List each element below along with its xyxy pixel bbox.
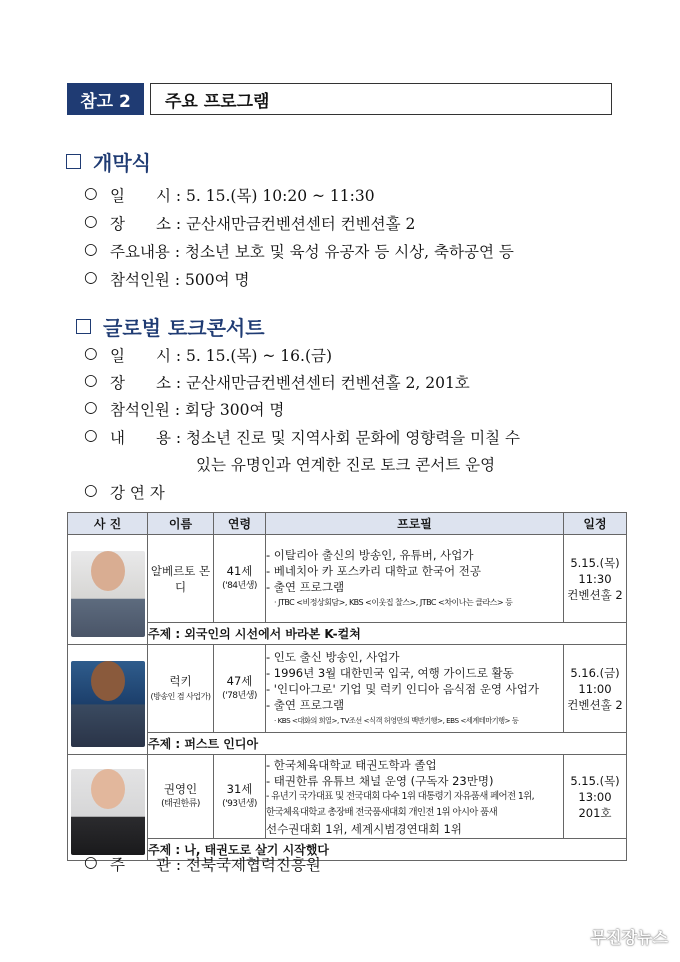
info-row: ○ 장 소 : 군산새만금컨벤션센터 컨벤션홀 2, 201호 — [84, 371, 470, 392]
section-title: 글로벌 토크콘서트 — [103, 316, 265, 340]
row-label: 주요내용 — [110, 243, 170, 261]
row-value: 전북국제협력진흥원 — [186, 856, 321, 874]
circle-bullet-icon: ○ — [84, 212, 98, 230]
row-label: 참석인원 — [110, 401, 170, 419]
table-header: 일정 — [564, 513, 627, 535]
row-value: 군산새만금컨벤션센터 컨벤션홀 2 — [186, 215, 416, 233]
speaker-theme: 주제 : 퍼스트 인디아 — [148, 733, 627, 755]
info-row: ○ 일 시 : 5. 15.(목) ~ 16.(금) — [84, 344, 333, 365]
speakers-table — [67, 512, 627, 861]
speaker-photo-cell — [68, 535, 148, 645]
row-label: 내 용 — [110, 429, 171, 447]
info-row-continued — [196, 453, 495, 475]
speaker-schedule: 5.16.(금) 11:00 컨벤션홀 2 — [564, 645, 627, 733]
table-row — [68, 755, 627, 839]
speaker-profile: - 인도 출신 방송인, 사업가 - 1996년 3월 대한민국 입국, 여행 가이드로 활동 - '인디아그로' 기업 및 럭키 인디아 음식점 운영 사업가 - 출연 프로그램 · KBS <대화의 희열>, TV조선 <식객 허영만의 백반기행>, EBS <세계테마기행> 등 — [266, 645, 564, 733]
row-label: 강 연 자 — [110, 484, 165, 502]
section-title: 개막식 — [93, 151, 151, 175]
speaker-name: 럭키 (방송인 겸 사업가) — [148, 645, 214, 733]
row-value: 500여 명 — [184, 271, 250, 289]
row-label: 장 소 — [110, 215, 171, 233]
table-row — [68, 645, 627, 733]
section-badge: 참고 2 — [67, 83, 144, 115]
circle-bullet-icon: ○ — [84, 240, 98, 258]
circle-bullet-icon: ○ — [84, 184, 98, 202]
info-row: ○ 주요내용 : 청소년 보호 및 육성 유공자 등 시상, 축하공연 등 — [84, 240, 514, 261]
circle-bullet-icon: ○ — [84, 344, 98, 362]
row-value: 군산새만금컨벤션센터 컨벤션홀 2, 201호 — [186, 374, 470, 392]
section-heading-talk-concert — [76, 312, 265, 341]
speaker-theme: 주제 : 외국인의 시선에서 바라본 K-컬쳐 — [148, 623, 627, 645]
table-header: 이름 — [148, 513, 214, 535]
speaker-age: 31세 ('93년생) — [214, 755, 266, 839]
row-label: 참석인원 — [110, 271, 170, 289]
speaker-photo — [71, 769, 145, 855]
speaker-photo-cell — [68, 645, 148, 755]
speaker-name: 권영인 (태권한류) — [148, 755, 214, 839]
table-row — [68, 535, 627, 623]
info-row: ○ 일 시 : 5. 15.(목) 10:20 ~ 11:30 — [84, 184, 375, 205]
info-row: ○ 장 소 : 군산새만금컨벤션센터 컨벤션홀 2 — [84, 212, 416, 233]
info-row — [84, 481, 165, 503]
row-value: 5. 15.(목) ~ 16.(금) — [186, 347, 333, 365]
row-value: 있는 유명인과 연계한 진로 토크 콘서트 운영 — [196, 456, 496, 474]
row-label: 일 시 — [110, 187, 171, 205]
row-label: 주 관 — [110, 856, 171, 874]
table-header: 프로필 — [266, 513, 564, 535]
section-heading-opening — [66, 147, 151, 176]
table-header: 연령 — [214, 513, 266, 535]
row-label: 일 시 — [110, 347, 171, 365]
speaker-profile: - 한국체육대학교 태권도학과 졸업 - 태권한류 유튜브 채널 운영 (구독자 23만명) - 유년기 국가대표 및 전국대회 다수 1위 대통령기 자유품새 페어전 1위, 한국체육대학교 총장배 전국품새대회 개인전 1위 아시아 품새 선수권대회 1위, 세계시범경연대회 1위 — [266, 755, 564, 839]
row-value: 5. 15.(목) 10:20 ~ 11:30 — [186, 187, 375, 205]
circle-bullet-icon: ○ — [84, 853, 98, 871]
circle-bullet-icon: ○ — [84, 481, 98, 499]
speaker-photo — [71, 551, 145, 637]
row-value: 회당 300여 명 — [184, 401, 285, 419]
table-header: 사 진 — [68, 513, 148, 535]
speaker-schedule: 5.15.(목) 13:00 201호 — [564, 755, 627, 839]
speaker-age: 41세 ('84년생) — [214, 535, 266, 623]
circle-bullet-icon: ○ — [84, 426, 98, 444]
square-bullet-icon — [76, 319, 91, 334]
info-row-host: ○ 주 관 : 전북국제협력진흥원 — [84, 853, 321, 874]
speaker-name: 알베르토 몬디 — [148, 535, 214, 623]
info-row: ○ 참석인원 : 회당 300여 명 — [84, 398, 285, 419]
speaker-photo — [71, 661, 145, 747]
speaker-photo-cell — [68, 755, 148, 861]
square-bullet-icon — [66, 154, 81, 169]
speaker-theme: 주제 : 나, 태권도로 살기 시작했다 — [148, 839, 627, 861]
row-value: 청소년 보호 및 육성 유공자 등 시상, 축하공연 등 — [184, 243, 514, 261]
circle-bullet-icon: ○ — [84, 371, 98, 389]
info-row: ○ 내 용 : 청소년 진로 및 지역사회 문화에 영향력을 미칠 수 — [84, 426, 520, 447]
page-title: 주요 프로그램 — [150, 83, 612, 115]
row-value: 청소년 진로 및 지역사회 문화에 영향력을 미칠 수 — [186, 429, 520, 447]
speaker-schedule: 5.15.(목) 11:30 컨벤션홀 2 — [564, 535, 627, 623]
speaker-profile: - 이탈리아 출신의 방송인, 유튜버, 사업가 - 베네치아 카 포스카리 대학교 한국어 전공 - 출연 프로그램 · JTBC <비정상회담>, KBS <이웃집 찰스>, JTBC <차이나는 클라스> 등 — [266, 535, 564, 623]
speaker-age: 47세 ('78년생) — [214, 645, 266, 733]
circle-bullet-icon: ○ — [84, 268, 98, 286]
watermark-logo: 무진장뉴스 — [590, 928, 668, 947]
row-label: 장 소 — [110, 374, 171, 392]
circle-bullet-icon: ○ — [84, 398, 98, 416]
table-header-row — [68, 513, 627, 535]
info-row: ○ 참석인원 : 500여 명 — [84, 268, 250, 289]
